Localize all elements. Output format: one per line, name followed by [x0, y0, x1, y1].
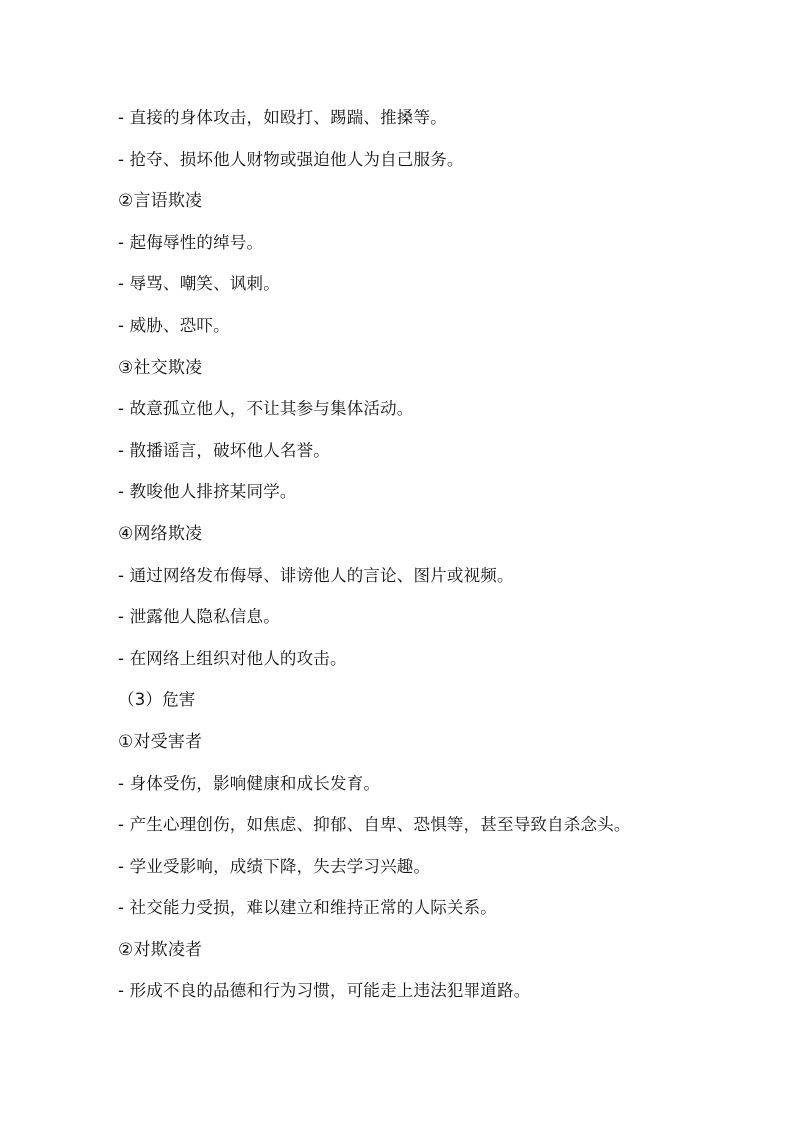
bullet-privacy-leak: - 泄露他人隐私信息。	[118, 607, 280, 627]
bullet-physical-attack: - 直接的身体攻击，如殴打、踢踹、推搡等。	[118, 108, 447, 127]
subhead-cyberbullying: ④网络欺凌	[118, 523, 203, 544]
bullet-social-impairment: - 社交能力受损，难以建立和维持正常的人际关系。	[118, 898, 497, 918]
subhead-verbal-bullying: ②言语欺凌	[118, 191, 203, 212]
document-body	[118, 103, 708, 1018]
bullet-bad-habits: - 形成不良的品德和行为习惯，可能走上违法犯罪道路。	[118, 981, 531, 1001]
bullet-abuse-mockery: - 辱骂、嘲笑、讽刺。	[118, 274, 280, 294]
section-heading-harms: （3）危害	[118, 690, 196, 710]
bullet-isolation: - 故意孤立他人，不让其参与集体活动。	[118, 399, 414, 419]
bullet-threats: - 威胁、恐吓。	[118, 315, 230, 335]
subhead-effects-on-victims: ①对受害者	[118, 731, 203, 752]
bullet-rumors: - 散播谣言，破坏他人名誉。	[118, 440, 330, 460]
bullet-academic-impact: - 学业受影响，成绩下降，失去学习兴趣。	[118, 856, 431, 876]
bullet-robbery-damage: - 抢夺、损坏他人财物或强迫他人为自己服务。	[118, 149, 464, 169]
bullet-instigating-exclusion: - 教唆他人排挤某同学。	[118, 482, 297, 502]
bullet-physical-injury: - 身体受伤，影响健康和成长发育。	[118, 773, 381, 793]
subhead-effects-on-bullies: ②对欺凌者	[118, 939, 203, 960]
bullet-psychological-trauma: - 产生心理创伤，如焦虑、抑郁、自卑、恐惧等，甚至导致自杀念头。	[118, 815, 631, 835]
bullet-insulting-nicknames: - 起侮辱性的绰号。	[118, 232, 264, 252]
bullet-online-defamation: - 通过网络发布侮辱、诽谤他人的言论、图片或视频。	[118, 565, 514, 585]
subhead-social-bullying: ③社交欺凌	[118, 357, 203, 378]
bullet-organized-attacks: - 在网络上组织对他人的攻击。	[118, 648, 347, 668]
